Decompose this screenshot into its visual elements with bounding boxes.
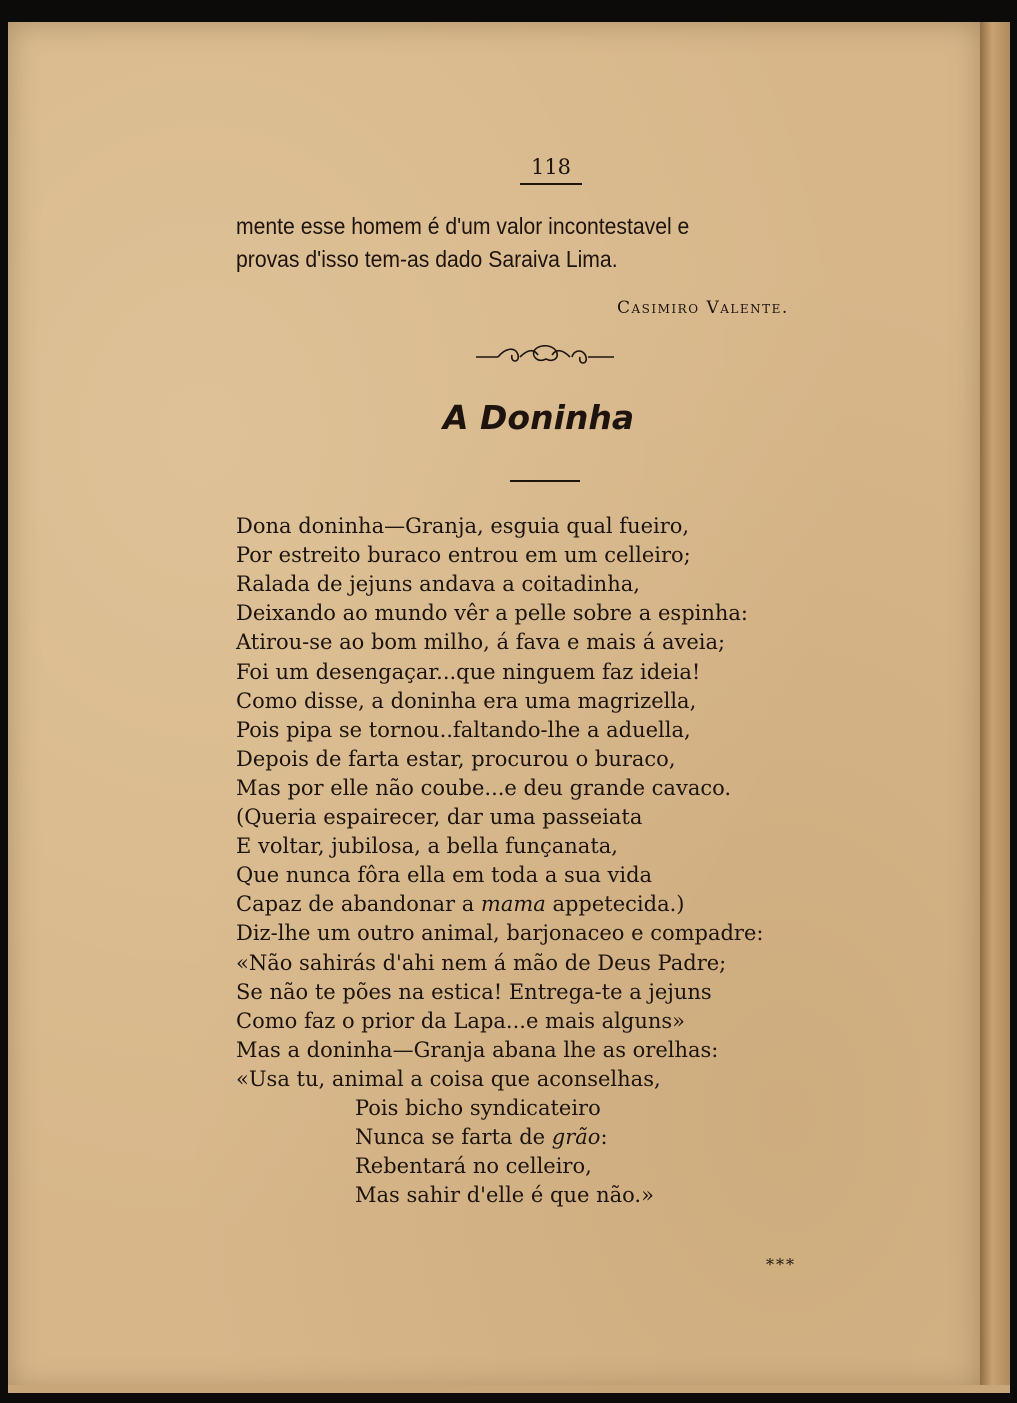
poem-line (355, 1123, 608, 1152)
poem-line (236, 774, 731, 803)
poem-line-text: Mas por elle não coube...e deu grande cavaco. (236, 775, 732, 800)
author-signature (617, 298, 789, 318)
poem-line (236, 919, 763, 948)
poem-title: A Doninha (443, 398, 635, 437)
poem-line-text: Dona doninha—Granja, esguia qual fueiro, (236, 514, 690, 538)
poem-line-emphasis: grão (551, 1125, 601, 1150)
poem-line (236, 512, 689, 541)
poem-line (236, 716, 691, 745)
poem-line (236, 658, 700, 687)
poem-line-text: (Queria espairecer, dar uma passeiata (236, 805, 643, 829)
poem-line (236, 1065, 661, 1094)
poem-line-emphasis: mama (480, 892, 546, 917)
poem-line-text: Pois pipa se tornou..faltando-lhe a aduella, (236, 717, 691, 742)
poem-line (236, 1036, 718, 1065)
poem-line-text: Pois bicho syndicateiro (355, 1096, 601, 1120)
poem-line-text: Depois de farta estar, procurou o buraco, (236, 746, 676, 771)
poem-line-text: Por estreito buraco entrou em um celleiro; (236, 543, 691, 568)
poem-line (236, 890, 684, 919)
poem-line (355, 1181, 654, 1210)
prose-line: mente esse homem é d'um valor incontestavel e (236, 213, 690, 239)
poem-line-text: Que nunca fôra ella em toda a sua vida (236, 863, 653, 888)
poem-line (236, 949, 726, 978)
poem-line (355, 1152, 592, 1181)
poem-line-text: Capaz de abandonar a (236, 892, 475, 917)
poem-line (236, 687, 696, 716)
poem-line (355, 1094, 601, 1123)
flourish-ornament-icon (476, 345, 614, 367)
page-edge (980, 22, 1010, 1390)
poem-line (236, 978, 712, 1007)
title-divider (510, 480, 580, 482)
poem-line-text: Deixando ao mundo vêr a pelle sobre a espinha: (236, 601, 749, 626)
poem-line-tail: appetecida.) (545, 892, 685, 917)
poem-line (236, 803, 642, 832)
poem-line-tail: : (600, 1125, 608, 1150)
poem-line-text: E voltar, jubilosa, a bella funçanata, (236, 834, 618, 859)
poem-line (236, 832, 618, 861)
poem-line-text: Como disse, a doninha era uma magrizella, (236, 688, 697, 713)
poem-line-text: Nunca se farta de (355, 1125, 546, 1150)
poem-line (236, 1007, 685, 1036)
poem-line-text: Diz-lhe um outro animal, barjonaceo e compadre: (236, 921, 764, 946)
poem-line-text: Se não te pões na estica! Entrega-te a jejuns (236, 979, 712, 1004)
poem-line-text: Como faz o prior da Lapa...e mais alguns» (236, 1008, 685, 1033)
poem-line-text: «Não sahirás d'ahi nem á mão de Deus Padre; (236, 950, 727, 975)
poem-line (236, 745, 676, 774)
page-number: 118 (520, 155, 582, 185)
page-bottom-edge (8, 1385, 1010, 1393)
poem-line (236, 541, 691, 570)
poem-line-text: «Usa tu, animal a coisa que aconselhas, (236, 1066, 661, 1091)
poem-line-text: Mas a doninha—Granja abana lhe as orelhas: (236, 1037, 719, 1062)
poem-line (236, 861, 652, 890)
poem-line-text: Mas sahir d'elle é que não.» (355, 1183, 654, 1208)
poem-line (236, 628, 725, 657)
signature-text: Casimiro Valente. (617, 298, 789, 318)
poem-line (236, 570, 640, 599)
prose-line: provas d'isso tem-as dado Saraiva Lima. (236, 246, 618, 272)
poem-line-text: Foi um desengaçar...que ninguem faz ideia! (236, 659, 701, 684)
poem-line-text: Ralada de jejuns andava a coitadinha, (236, 572, 640, 597)
section-end-mark: *** (766, 1255, 796, 1274)
poem-line-text: Atirou-se ao bom milho, á fava e mais á aveia; (236, 630, 726, 655)
poem-line-text: Rebentará no celleiro, (355, 1154, 592, 1179)
poem-line (236, 599, 748, 628)
